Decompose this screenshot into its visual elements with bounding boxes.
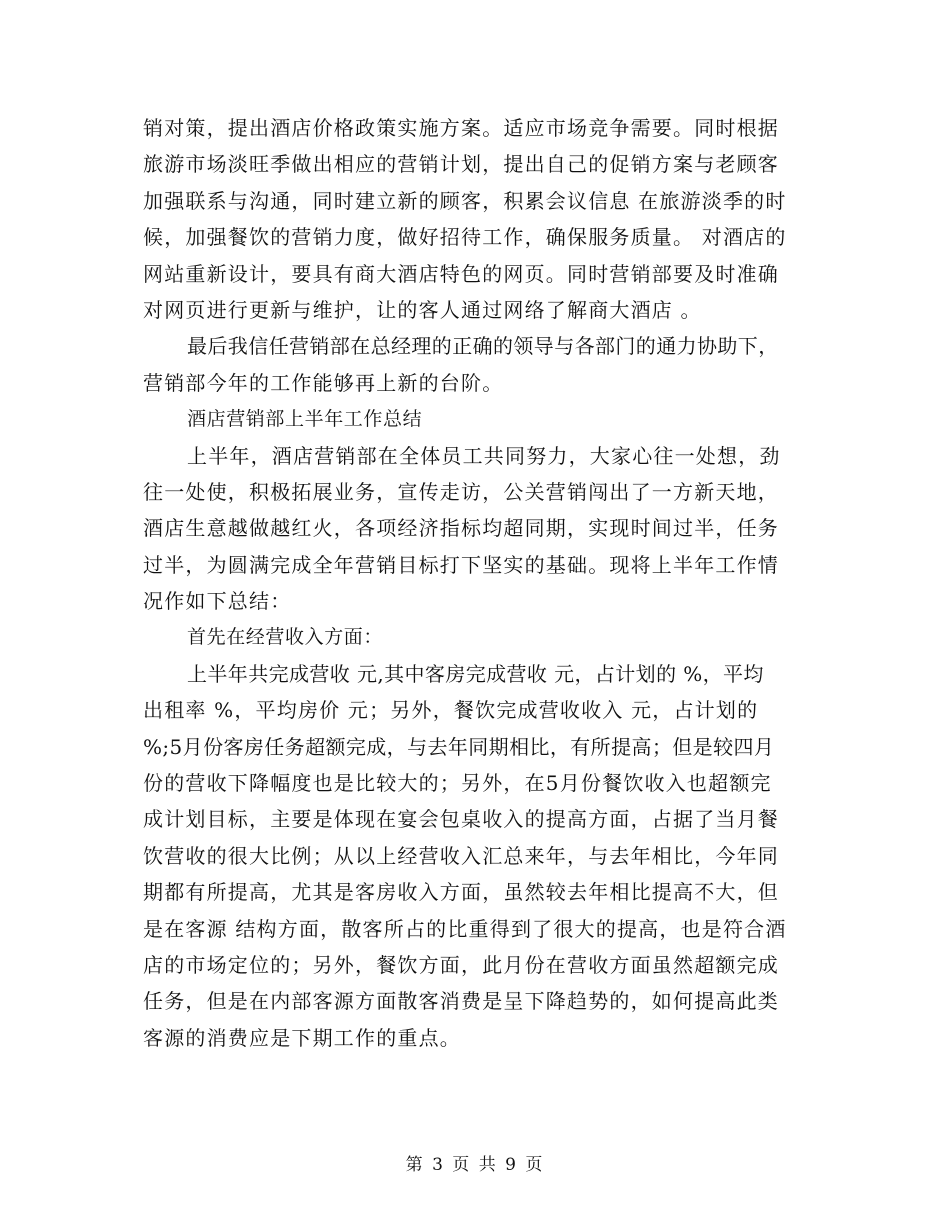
document-body — [143, 110, 811, 1056]
text-line: 旅游市场淡旺季做出相应的营销计划，提出自己的促销方案与老顾客 — [143, 152, 779, 177]
text-line: 成计划目标，主要是体现在宴会包桌收入的提高方面，占据了当月餐 — [143, 807, 779, 832]
text-line: 客源的消费应是下期工作的重点。 — [143, 1025, 461, 1050]
text-line: 期都有所提高，尤其是客房收入方面，虽然较去年相比提高不大，但 — [143, 880, 779, 905]
text-line: 网站重新设计，要具有商大酒店特色的网页。同时营销部要及时准确 — [143, 261, 779, 286]
text-line: 出租率 %，平均房价 元；另外，餐饮完成营收收入 元，占计划的 — [143, 698, 759, 723]
paragraph — [143, 656, 811, 1056]
paragraph — [143, 328, 811, 401]
text-line: 酒店生意越做越红火，各项经济指标均超同期，实现时间过半，任务 — [143, 516, 779, 541]
text-line: 份的营收下降幅度也是比较大的；另外，在5月份餐饮收入也超额完 — [143, 771, 772, 796]
text-line: 饮营收的很大比例；从以上经营收入汇总来年，与去年相比，今年同 — [143, 843, 779, 868]
text-line: 销对策，提出酒店价格政策实施方案。适应市场竞争需要。同时根据 — [143, 116, 779, 140]
paragraph — [143, 438, 811, 620]
text-line: 最后我信任营销部在总经理的正确的领导与各部门的通力协助下， — [187, 334, 779, 359]
text-line: 况作如下总结： — [143, 589, 292, 614]
text-line: 对网页进行更新与维护，让的客人通过网络了解商大酒店 。 — [143, 297, 702, 322]
text-line: 上半年共完成营收 元,其中客房完成营收 元，占计划的 %，平均 — [187, 661, 764, 686]
paragraph — [143, 110, 811, 328]
paragraph — [143, 619, 811, 655]
text-line: 往一处使，积极拓展业务，宣传走访，公关营销闯出了一方新天地， — [143, 479, 779, 504]
text-line: 店的市场定位的；另外，餐饮方面，此月份在营收方面虽然超额完成 — [143, 952, 779, 977]
text-line: 过半，为圆满完成全年营销目标打下坚实的基础。现将上半年工作情 — [143, 552, 779, 577]
section-heading: 首先在经营收入方面： — [187, 626, 384, 649]
text-line: 营销部今年的工作能够再上新的台阶。 — [143, 370, 504, 395]
page-number-footer: 第 3 页 共 9 页 — [405, 1155, 545, 1175]
text-line: 任务，但是在内部客源方面散客消费是呈下降趋势的，如何提高此类 — [143, 989, 779, 1014]
section-heading: 酒店营销部上半年工作总结 — [187, 408, 423, 431]
text-line: 加强联系与沟通，同时建立新的顾客，积累会议信息 在旅游淡季的时 — [143, 188, 787, 213]
paragraph — [143, 401, 811, 437]
text-line: 上半年，酒店营销部在全体员工共同努力，大家心往一处想，劲 — [187, 443, 781, 468]
text-line: %;5月份客房任务超额完成，与去年同期相比，有所提高；但是较四月 — [143, 734, 775, 759]
text-line: 是在客源 结构方面，散客所占的比重得到了很大的提高，也是符合酒 — [143, 916, 787, 941]
text-line: 候，加强餐饮的营销力度，做好招待工作，确保服务质量。 对酒店的 — [143, 225, 787, 250]
